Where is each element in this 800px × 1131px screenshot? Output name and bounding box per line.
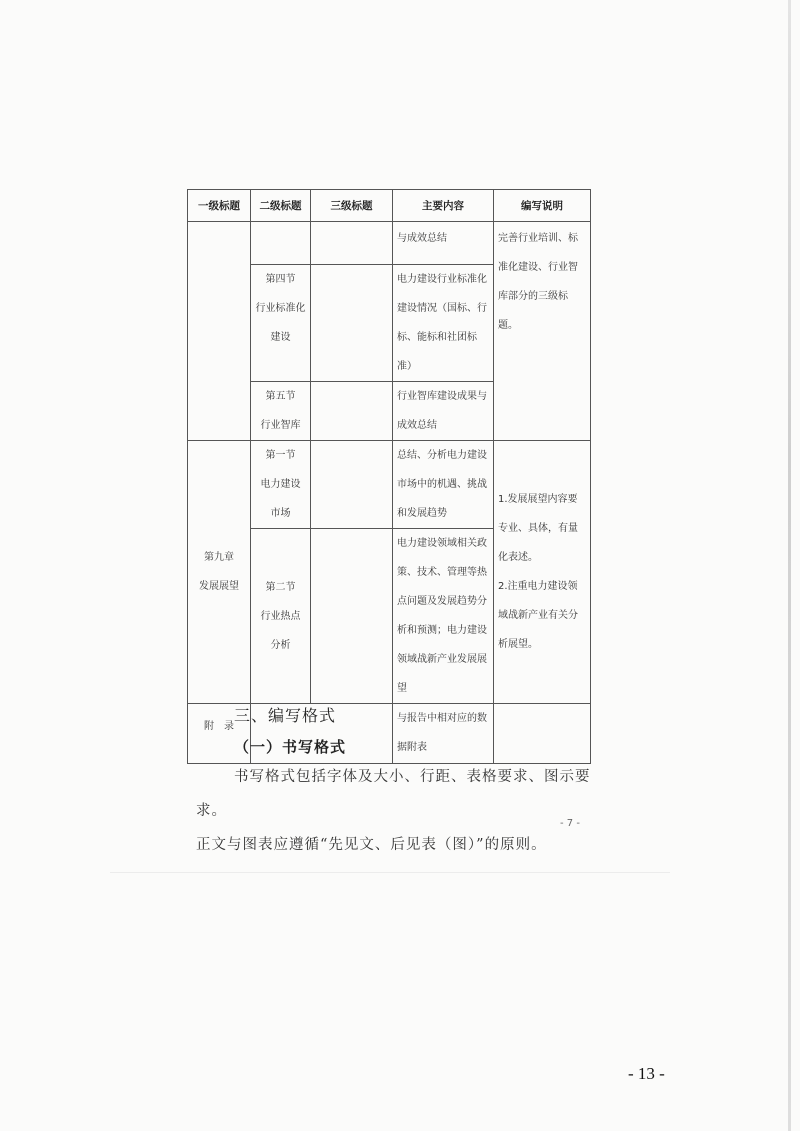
header-level2: 二级标题 <box>251 190 311 222</box>
content-text: 电力建设领域相关政策、技术、管理等热点问题及发展趋势分析和预测；电力建设领域战新产业发展展望 <box>397 538 487 694</box>
level2-text: 第四节 <box>265 274 296 285</box>
content-text: 电力建设行业标准化建设情况（国标、行标、能标和社团标准） <box>397 274 487 372</box>
section-title: 三、编写格式 <box>234 706 337 725</box>
level2-text: 行业标准化 <box>255 303 306 314</box>
cell-content <box>393 441 494 529</box>
level2-text: 行业热点 <box>260 610 301 622</box>
scan-edge <box>788 0 791 1131</box>
level1-text: 附 录 <box>204 721 234 732</box>
cell-level1 <box>188 441 251 704</box>
cell-level3 <box>311 529 393 704</box>
table-header-row <box>188 190 591 222</box>
cell-notes <box>494 222 591 441</box>
level2-text: 市场 <box>270 508 291 519</box>
level2-text: 第一节 <box>265 450 296 461</box>
subsection-title: （一）书写格式 <box>234 738 347 756</box>
cell-level3 <box>311 222 393 265</box>
notes-text: 2.注重电力建设领域战新产业有关分析展望。 <box>498 581 578 650</box>
content-text: 总结、分析电力建设市场中的机遇、挑战和发展趋势 <box>397 450 487 519</box>
cell-level2 <box>251 382 311 441</box>
cell-content <box>393 529 494 704</box>
cell-level2 <box>251 529 311 704</box>
cell-level2 <box>251 222 311 265</box>
inner-page-number: - 7 - <box>560 818 580 829</box>
header-level1: 一级标题 <box>188 190 251 222</box>
cell-content <box>393 704 494 764</box>
paragraph-line: 书写格式包括字体及大小、行距、表格要求、图示要求。 <box>196 769 591 819</box>
level1-text: 第九章 <box>204 552 234 563</box>
cell-content <box>393 382 494 441</box>
table-row <box>188 441 591 529</box>
content-text: 与报告中相对应的数据附表 <box>397 713 487 753</box>
level1-text: 发展展望 <box>199 581 239 592</box>
cell-level3 <box>311 441 393 529</box>
content-text: 行业智库建设成果与成效总结 <box>397 391 487 431</box>
cell-notes <box>494 704 591 764</box>
cell-level2 <box>251 441 311 529</box>
outline-table <box>187 189 591 764</box>
page-number: - 13 - <box>628 1064 665 1083</box>
cell-notes <box>494 441 591 704</box>
header-content: 主要内容 <box>393 190 494 222</box>
body-paragraph <box>196 760 616 862</box>
level2-text: 分析 <box>270 639 291 651</box>
table-row <box>188 222 591 265</box>
level2-text: 第二节 <box>265 581 296 593</box>
cell-content <box>393 222 494 265</box>
notes-text: 1.发展展望内容要专业、具体，有量化表述。 <box>498 494 578 563</box>
header-notes: 编写说明 <box>494 190 591 222</box>
level2-text: 行业智库 <box>260 420 301 431</box>
notes-text: 完善行业培训、标准化建设、行业智库部分的三级标题。 <box>498 233 578 331</box>
cell-level2 <box>251 265 311 382</box>
level2-text: 第五节 <box>265 391 296 402</box>
level2-text: 建设 <box>270 332 291 343</box>
scan-fold-line <box>110 872 670 873</box>
cell-level1-continued <box>188 222 251 441</box>
content-text: 与成效总结 <box>397 233 447 244</box>
cell-content <box>393 265 494 382</box>
header-level3: 三级标题 <box>311 190 393 222</box>
cell-level3 <box>311 265 393 382</box>
cell-level3 <box>311 382 393 441</box>
paragraph-line: 正文与图表应遵循“先见文、后见表（图）”的原则。 <box>196 837 547 853</box>
level2-text: 电力建设 <box>260 479 301 490</box>
